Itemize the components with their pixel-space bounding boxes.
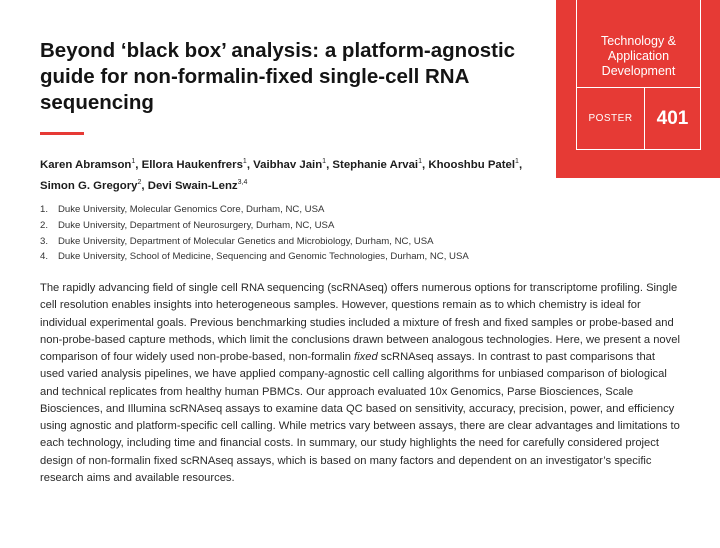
affiliation-list [40, 202, 600, 265]
paper-title: Beyond ‘black box’ analysis: a platform-agnostic guide for non-formalin-fixed single-cell RNA sequencing [40, 39, 516, 114]
affiliation-number: 2. [40, 219, 49, 231]
author: Simon G. Gregory$^2$ [40, 179, 142, 192]
author-affiliation: 1 [242, 158, 247, 166]
poster-id-box [576, 87, 701, 150]
title-underline [40, 132, 84, 135]
author: Khooshbu Patel$^1$ [428, 158, 519, 171]
author-affiliation: 1 [131, 158, 136, 166]
affiliation-item [40, 202, 600, 218]
affiliation-item [40, 218, 600, 234]
affiliation-text: Duke University, Department of Neurosurgery, Durham, NC, USA [58, 219, 335, 231]
affiliation-text: Duke University, Department of Molecular Genetics and Microbiology, Durham, NC, USA [58, 235, 434, 247]
author-affiliation: 1 [322, 158, 327, 166]
affiliation-number: 4. [40, 251, 49, 263]
author: Vaibhav Jain$^1$ [253, 158, 327, 171]
emphasis-fixed: fixed [354, 351, 378, 363]
author-affiliation: 2 [137, 179, 142, 187]
affiliation-item [40, 234, 600, 250]
author-affiliation: 1 [515, 158, 519, 166]
author: Ellora Haukenfrers$^1$ [141, 158, 247, 171]
author: Devi Swain-Lenz$^{3,4}$ [147, 179, 248, 192]
author-affiliation: 1 [418, 158, 422, 166]
author: Karen Abramson$^1$ [40, 158, 136, 171]
affiliation-item [40, 249, 600, 265]
abstract-text: The rapidly advancing field of single cell RNA sequencing (scRNAseq) offers numerous options for transcriptome profiling. Single cell resolution enables insights into heterogeneous samples. However, questions remain as to which chemistry is ideal for individual experimental goals. Previous benchmarking studies included a mixture of fresh and fixed samples or probe-based and non-probe-based capture methods, which limit the conclusions drawn between analogous technologies. Here, we present a novel comparison of four widely used non-probe-based, non-formalin fixed scRNAseq assays. In contrast to past comparisons that used varied analysis pipelines, we have applied company-agnostic cell calling algorithms for unbiased comparison of biological and technical replicates from healthy human PBMCs. Our approach evaluated 10x Genomics, Parse Biosciences, Scale Biosciences, and Illumina scRNAseq assays to examine data QC based on sensitivity, accuracy, precision, power, and efficiency using agnostic and platform-specific cell calling. While metrics vary between assays, there are clear advantages and limitations to each technology, including time and financial costs. In summary, our study highlights the need for carefully considered project design of non-formalin fixed scRNAseq assays, which is based on many factors and dependent on an investigator’s specific research aims and available resources. [40, 282, 680, 484]
affiliation-text: Duke University, Molecular Genomics Core, Durham, NC, USA [58, 204, 325, 215]
poster-label: POSTER [577, 88, 645, 149]
poster-number: 401 [656, 107, 689, 129]
affiliation-text: Duke University, School of Medicine, Sequencing and Genomic Technologies, Durham, NC, USA [58, 251, 469, 263]
poster-badge [556, 0, 720, 178]
category-label: Technology & Application Development [576, 0, 701, 88]
author-affiliation: 3,4 [237, 179, 248, 187]
affiliation-number: 1. [40, 204, 49, 215]
affiliation-number: 3. [40, 235, 49, 247]
author: Stephanie Arvai$^1$ [332, 158, 422, 171]
author-list: Karen Abramson$^1$, Ellora Haukenfrers$^1$, Vaibhav Jain$^1$, Stephanie Arvai$^1$, Khooshbu Patel$^1$, Simon G. Gregory$^2$, Devi Swain-Lenz$^{3,4}$ [40, 158, 523, 192]
